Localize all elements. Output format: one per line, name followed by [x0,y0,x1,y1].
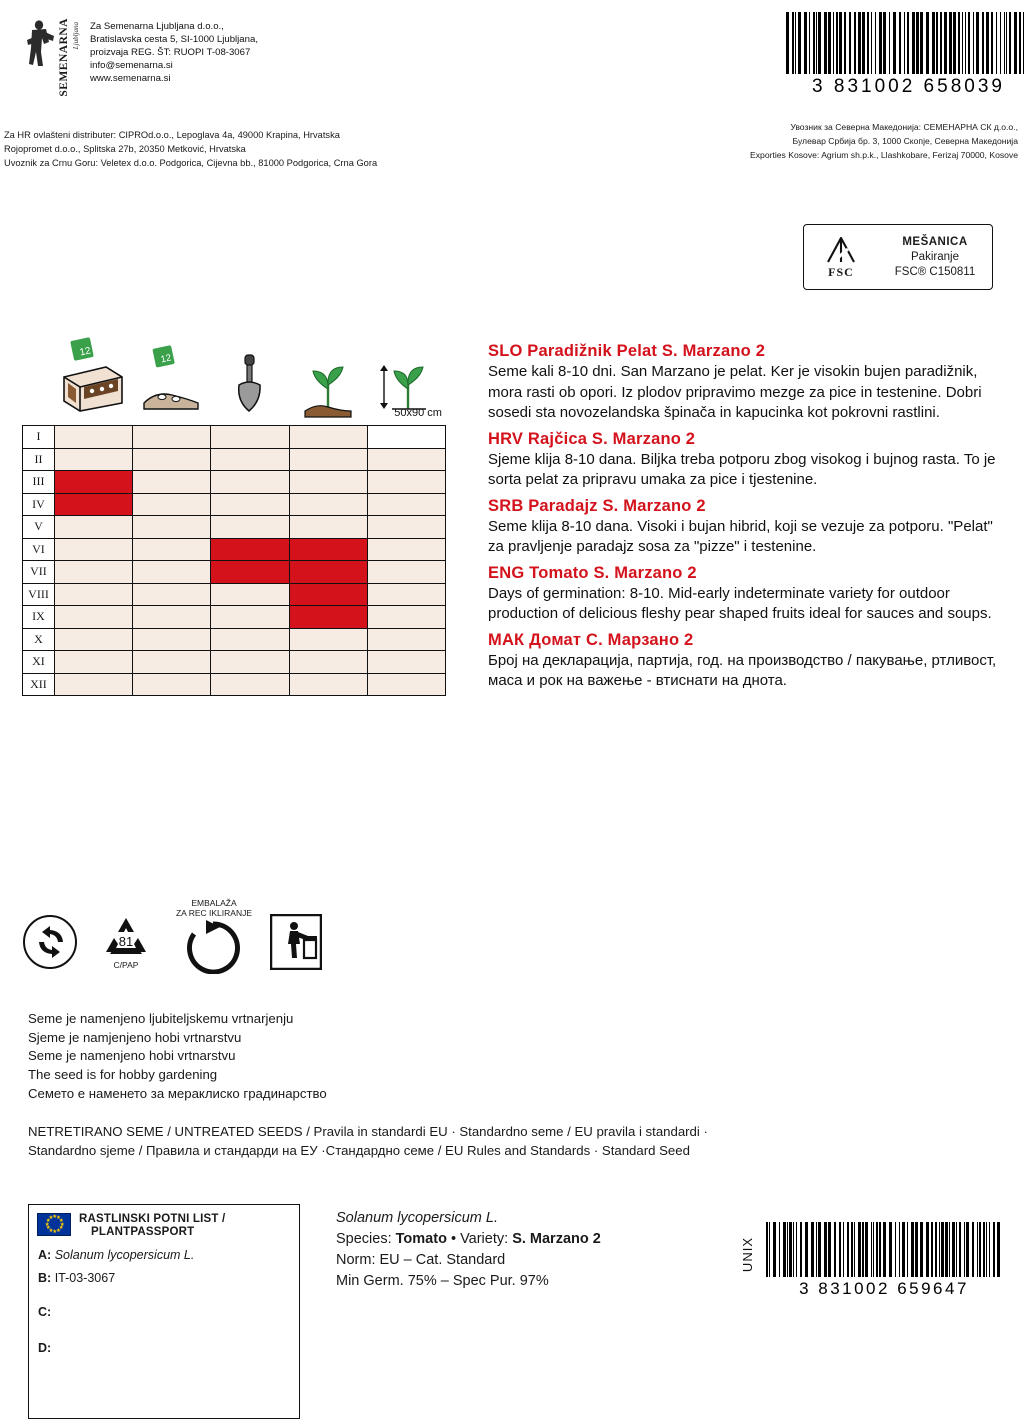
species-value: Tomato [395,1231,447,1247]
company-line-2: Bratislavska cesta 5, SI-1000 Ljubljana, [90,34,258,45]
calendar-cell [133,561,211,584]
standards-line-2: Standardno sjeme / Правила и стандарди на ЕУ ·Стандардно семе / EU Rules and Standards · Standard Seed [28,1143,690,1158]
calendar-cell [211,673,289,696]
barcode-bottom [766,1222,1002,1299]
hobby-line-eng: The seed is for hobby gardening [28,1067,218,1083]
hobby-line-srb: Seme je namenjeno hobi vrtnarstvu [28,1048,236,1064]
calendar-icon-row [54,333,446,425]
calendar-cell [289,471,367,494]
calendar-cell [211,448,289,471]
hobby-line-hrv: Sjeme je namjenjeno hobi vrtnarstvu [28,1029,242,1045]
calendar-month-label: VI [23,538,55,561]
calendar-cell [367,493,445,516]
calendar-row [23,538,446,561]
embalaza-recycle-icon [174,898,254,974]
calendar-month-label: III [23,471,55,494]
calendar-cell [133,471,211,494]
calendar-month-label: X [23,628,55,651]
company-line-3: proizvaja REG. ŠT: RUOPI T-08-3067 [90,47,251,58]
passport-value-b: IT-03-3067 [54,1271,116,1285]
company-header [22,14,442,97]
description-title: HRV Rajčica S. Marzano 2 [488,429,696,448]
calendar-cell [289,516,367,539]
calendar-cell [133,651,211,674]
pap-code-label: C/PAP [113,960,139,970]
barcode-digits: 3 831002 659647 [799,1279,969,1298]
calendar-row [23,493,446,516]
calendar-cell [54,448,132,471]
description-srb [488,497,1004,558]
calendar-cell [289,606,367,629]
calendar-month-label: VIII [23,583,55,606]
company-line-1: Za Semenarna Ljubljana d.o.o., [90,21,224,32]
calendar-cell [54,538,132,561]
passport-row-b [29,1262,299,1285]
description-title: SRB Paradajz S. Marzano 2 [488,496,706,515]
semenarna-logo [22,14,84,97]
description-body: Број на декларација, партија, год. на производство / пакување, ртливост, маса и рок на важење - втиснати на днота. [488,651,997,689]
company-email: info@semenarna.si [90,60,173,71]
calendar-cell [133,516,211,539]
seedling-plant-icon [289,333,367,425]
description-title: SLO Paradižnik Pelat S. Marzano 2 [488,342,766,360]
calendar-cell [367,606,445,629]
calendar-row [23,628,446,651]
barcode-top [786,12,1024,98]
passport-value-a: Solanum lycopersicum L. [54,1248,195,1262]
passport-title-1: RASTLINSKI POTNI LIST / [79,1213,226,1225]
calendar-cell [211,628,289,651]
calendar-month-label: IX [23,606,55,629]
calendar-cell [289,651,367,674]
calendar-cell [133,538,211,561]
fsc-tree-icon [824,235,858,265]
species-germination: Min Germ. 75% – Spec Pur. 97% [336,1273,549,1289]
svg-text:12: 12 [78,345,92,359]
distributor-right-1: Увозник за Северна Македонија: СЕМЕНАРНА СК д.о.о., [790,122,1018,132]
svg-text:81: 81 [118,934,134,949]
calendar-cell [133,673,211,696]
distributor-right-2: Булевар Србија бр. 3, 1000 Скопје, Северна Македонија [792,136,1018,146]
calendar-row [23,426,446,449]
calendar-cell [133,606,211,629]
calendar-cell [54,426,132,449]
distributor-right-3: Exporties Kosove: Agrium sh.p.k., Llashkobare, Ferizaj 70000, Kosove [750,150,1018,160]
description-mak [488,631,1004,692]
calendar-cell [54,628,132,651]
description-slo [488,342,1004,424]
calendar-cell [289,583,367,606]
fsc-logo [804,235,878,280]
fsc-text-block [878,235,992,280]
passport-key-a: A: [38,1248,52,1262]
calendar-month-label: XI [23,651,55,674]
calendar-cell [211,651,289,674]
calendar-cell [367,538,445,561]
passport-row-a [29,1239,299,1262]
calendar-row [23,606,446,629]
trowel-transplant-icon [211,333,289,425]
calendar-cell [133,628,211,651]
calendar-cell [367,628,445,651]
fsc-certification-box [803,224,993,290]
barcode-bars [766,1222,1002,1277]
standards-text [28,1122,928,1160]
calendar-cell [367,561,445,584]
eu-flag-icon: ★ ★ ★ ★ ★ ★ ★ ★ ★ ★ ★ ★ [37,1213,71,1236]
spacing-plant-icon [368,333,446,425]
calendar-cell [211,583,289,606]
calendar-cell [54,493,132,516]
fsc-line3: FSC® C150811 [894,265,976,278]
fsc-line1: MEŠANICA [902,235,968,248]
calendar-cell [367,516,445,539]
distributor-info-left [4,128,474,170]
description-column [488,342,1004,698]
passport-key-d: D: [38,1341,52,1355]
description-body: Days of germination: 8-10. Mid-early indeterminate variety for outdoor production of delicious fleshy pear shaped fruits ideal for sauces and soups. [488,584,992,622]
passport-row-c [29,1285,299,1319]
calendar-cell [367,448,445,471]
plant-passport-box [28,1204,300,1419]
calendar-cell [289,493,367,516]
circular-arrow-icon [180,918,246,974]
standards-line-1: NETRETIRANO SEME / UNTREATED SEEDS / Pravila in standardi EU · Standardno seme / EU pravila i standardi · [28,1124,708,1139]
embalaza-label-2: ZA REC IKLIRANJE [175,908,253,918]
calendar-cell [54,651,132,674]
calendar-row [23,561,446,584]
calendar-cell [54,471,132,494]
calendar-cell [54,583,132,606]
calendar-cell [367,426,445,449]
seed-tray-icon [54,333,132,425]
calendar-month-label: XII [23,673,55,696]
mobius-loop-icon [22,914,78,970]
species-variety-line [336,1229,716,1250]
passport-key-c: C: [38,1305,52,1319]
fsc-mark-text: FSC [828,264,854,279]
calendar-cell [54,673,132,696]
calendar-row [23,516,446,539]
distributor-left-1: Za HR ovlašteni distributer: CIPROd.o.o., Lepoglava 4a, 49000 Krapina, Hrvatska [4,130,340,140]
calendar-cell [367,471,445,494]
passport-key-b: B: [38,1271,52,1285]
logo-subtitle: Ljubljana [72,22,80,50]
description-title: МАК Домат С. Марзано 2 [488,630,694,649]
svg-text:12: 12 [160,352,173,366]
calendar-cell [133,583,211,606]
calendar-cell [54,561,132,584]
fsc-line2: Pakiranje [911,250,959,263]
calendar-row [23,651,446,674]
calendar-cell [289,628,367,651]
calendar-cell [289,448,367,471]
calendar-cell [289,561,367,584]
calendar-month-label: II [23,448,55,471]
calendar-cell [211,426,289,449]
calendar-cell [211,561,289,584]
passport-title-2: PLANTPASSPORT [91,1226,195,1238]
calendar-cell [367,651,445,674]
species-latin-name: Solanum lycopersicum L. [336,1210,498,1226]
calendar-cell [211,606,289,629]
distributor-left-3: Uvoznik za Crnu Goru: Veletex d.o.o. Podgorica, Cijevna bb., 81000 Podgorica, Crna Gora [4,158,378,168]
calendar-cell [211,538,289,561]
description-body: Seme klija 8-10 dana. Visoki i bujan hibrid, koji se vezuje za potporu. "Pelat" za pravljenje paradajz sosa za "pizze" i testenine. [488,517,993,555]
calendar-cell [367,673,445,696]
logo-wordmark: SEMENARNA [58,18,70,97]
company-website: www.semenarna.si [90,73,171,84]
description-title: ENG Tomato S. Marzano 2 [488,563,697,582]
variety-value: S. Marzano 2 [512,1231,601,1247]
description-hrv [488,430,1004,491]
calendar-cell [211,516,289,539]
calendar-month-label: V [23,516,55,539]
calendar-month-label: I [23,426,55,449]
calendar-cell [211,493,289,516]
description-eng [488,564,1004,625]
calendar-cell [133,448,211,471]
calendar-month-label: VII [23,561,55,584]
unix-label: UNIX [740,1237,755,1273]
barcode-bars [786,12,1024,74]
calendar-cell [289,426,367,449]
calendar-row [23,471,446,494]
sower-figure-icon [26,18,56,70]
passport-row-d [29,1319,299,1355]
recycling-icon-row [22,898,352,976]
description-body: Seme kali 8-10 dni. San Marzano je pelat. Ker je visokin bujen paradižnik, mora rasti ob opori. Iz plodov pripravimo mezge za pice in testenine. Dobri sosedi sta novozelandska špinača in kapucinka kot pokrovni rastlini. [488,363,982,421]
planting-distance-label: 50x90 cm [394,407,442,419]
hobby-line-mak: Семето е наменето за мераклиско градинарство [28,1085,327,1101]
pap-recycling-icon [100,914,152,970]
calendar-cell [367,583,445,606]
calendar-cell [54,606,132,629]
calendar-cell [289,538,367,561]
description-body: Sjeme klija 8-10 dana. Biljka treba potporu zbog visokog i bujnog rasta. To je sorta pelat za pripravu umaka za pice i tjestenine. [488,450,996,488]
distributor-left-2: Rojopromet d.o.o., Splitska 27b, 20350 Metković, Hrvatska [4,144,246,154]
throw-in-bin-icon [270,914,322,970]
distributor-info-right [518,120,1018,162]
seed-ground-icon [132,333,210,425]
barcode-digits: 3 831002 658039 [812,76,1005,97]
species-info [336,1208,716,1292]
variety-label: • Variety: [450,1231,509,1247]
company-address [90,14,258,85]
calendar-cell [289,673,367,696]
calendar-cell [211,471,289,494]
embalaza-label-1: EMBALAŽA [191,898,237,908]
calendar-row [23,583,446,606]
calendar-row [23,448,446,471]
calendar-table [22,425,446,696]
calendar-cell [133,426,211,449]
calendar-cell [133,493,211,516]
calendar-row [23,673,446,696]
calendar-cell [54,516,132,539]
hobby-use-text [28,1010,648,1104]
calendar-month-label: IV [23,493,55,516]
sowing-calendar [22,333,446,696]
species-norm: Norm: EU – Cat. Standard [336,1252,506,1268]
hobby-line-slo: Seme je namenjeno ljubiteljskemu vrtnarjenju [28,1011,294,1026]
species-label: Species: [336,1231,392,1247]
